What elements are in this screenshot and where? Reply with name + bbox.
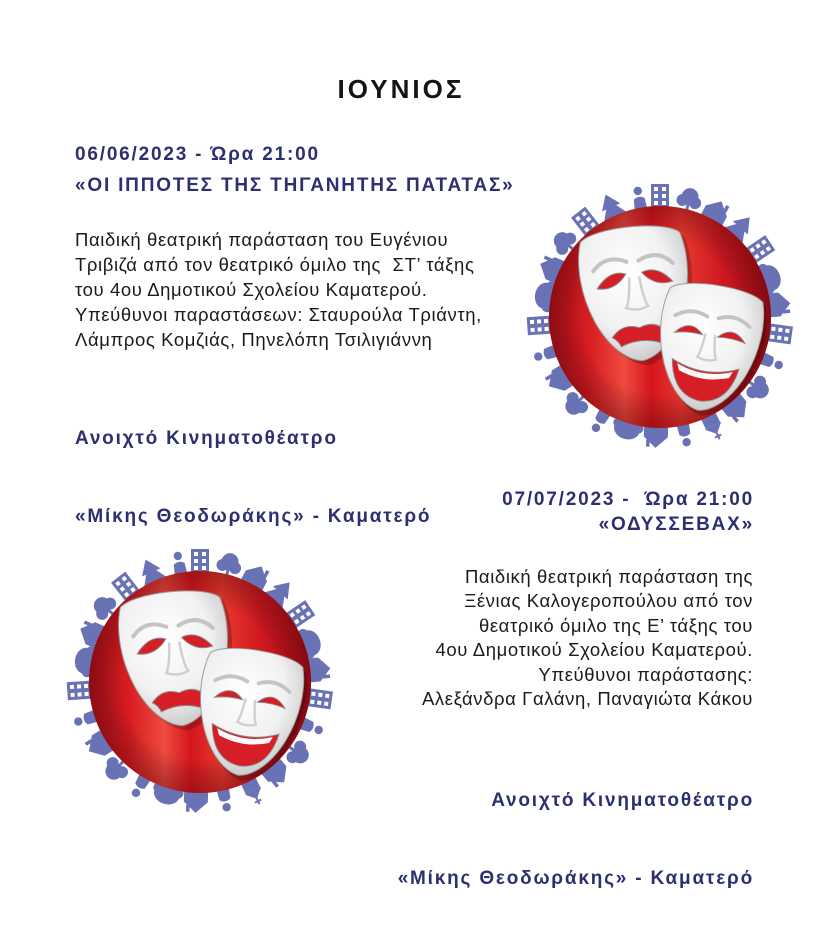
venue-line: «Μίκης Θεοδωράκης» - Καματερό <box>75 506 432 527</box>
description-line: Τριβιζά από τον θεατρικό όμιλο της ΣΤ’ τάξης <box>75 254 475 275</box>
event-2-venue <box>398 736 754 944</box>
description-line: θεατρικό όμιλο της Ε’ τάξης του <box>478 614 753 636</box>
description-line: Παιδική θεατρική παράσταση του Ευγένιου <box>75 229 449 250</box>
description-line: 4ου Δημοτικού Σχολείου Καματερού. <box>435 639 753 661</box>
description-line: Υπεύθυνοι παραστάσεων: Σταυρούλα Τριάντη, <box>75 304 482 325</box>
venue-line: Ανοιχτό Κινηματοθέατρο <box>75 428 338 449</box>
theater-masks-icon <box>520 183 800 453</box>
theater-masks-icon <box>60 548 340 818</box>
event-2-date-time: 07/07/2023 - Ώρα 21:00 <box>502 489 754 510</box>
month-title: ΙΟΥΝΙΟΣ <box>337 74 465 104</box>
venue-line: «Μίκης Θεοδωράκης» - Καματερό <box>397 868 754 889</box>
theater-masks-illustration <box>60 548 340 818</box>
description-line: Αλεξάνδρα Γαλάνη, Παναγιώτα Κάκου <box>421 688 753 710</box>
venue-line: Ανοιχτό Κινηματοθέατρο <box>491 790 754 811</box>
event-1-description <box>75 227 482 352</box>
event-1-title: «ΟΙ ΙΠΠΟΤΕΣ ΤΗΣ ΤΗΓΑΝΗΤΗΣ ΠΑΤΑΤΑΣ» <box>75 175 515 196</box>
description-line: Λάμπρος Κομζιάς, Πηνελόπη Τσιλιγιάννη <box>75 329 433 350</box>
description-line: Ξένιας Καλογεροπούλου από τον <box>464 590 753 612</box>
theater-masks-illustration <box>520 183 800 453</box>
event-2-description <box>422 565 753 711</box>
event-2-title: «ΟΔΥΣΣΕΒΑΧ» <box>598 514 754 535</box>
description-line: του 4ου Δημοτικού Σχολείου Καματερού. <box>75 279 428 300</box>
event-1-date-time: 06/06/2023 - Ώρα 21:00 <box>75 144 320 165</box>
description-line: Υπεύθυνοι παράστασης: <box>538 663 753 685</box>
description-line: Παιδική θεατρική παράσταση της <box>464 566 753 587</box>
